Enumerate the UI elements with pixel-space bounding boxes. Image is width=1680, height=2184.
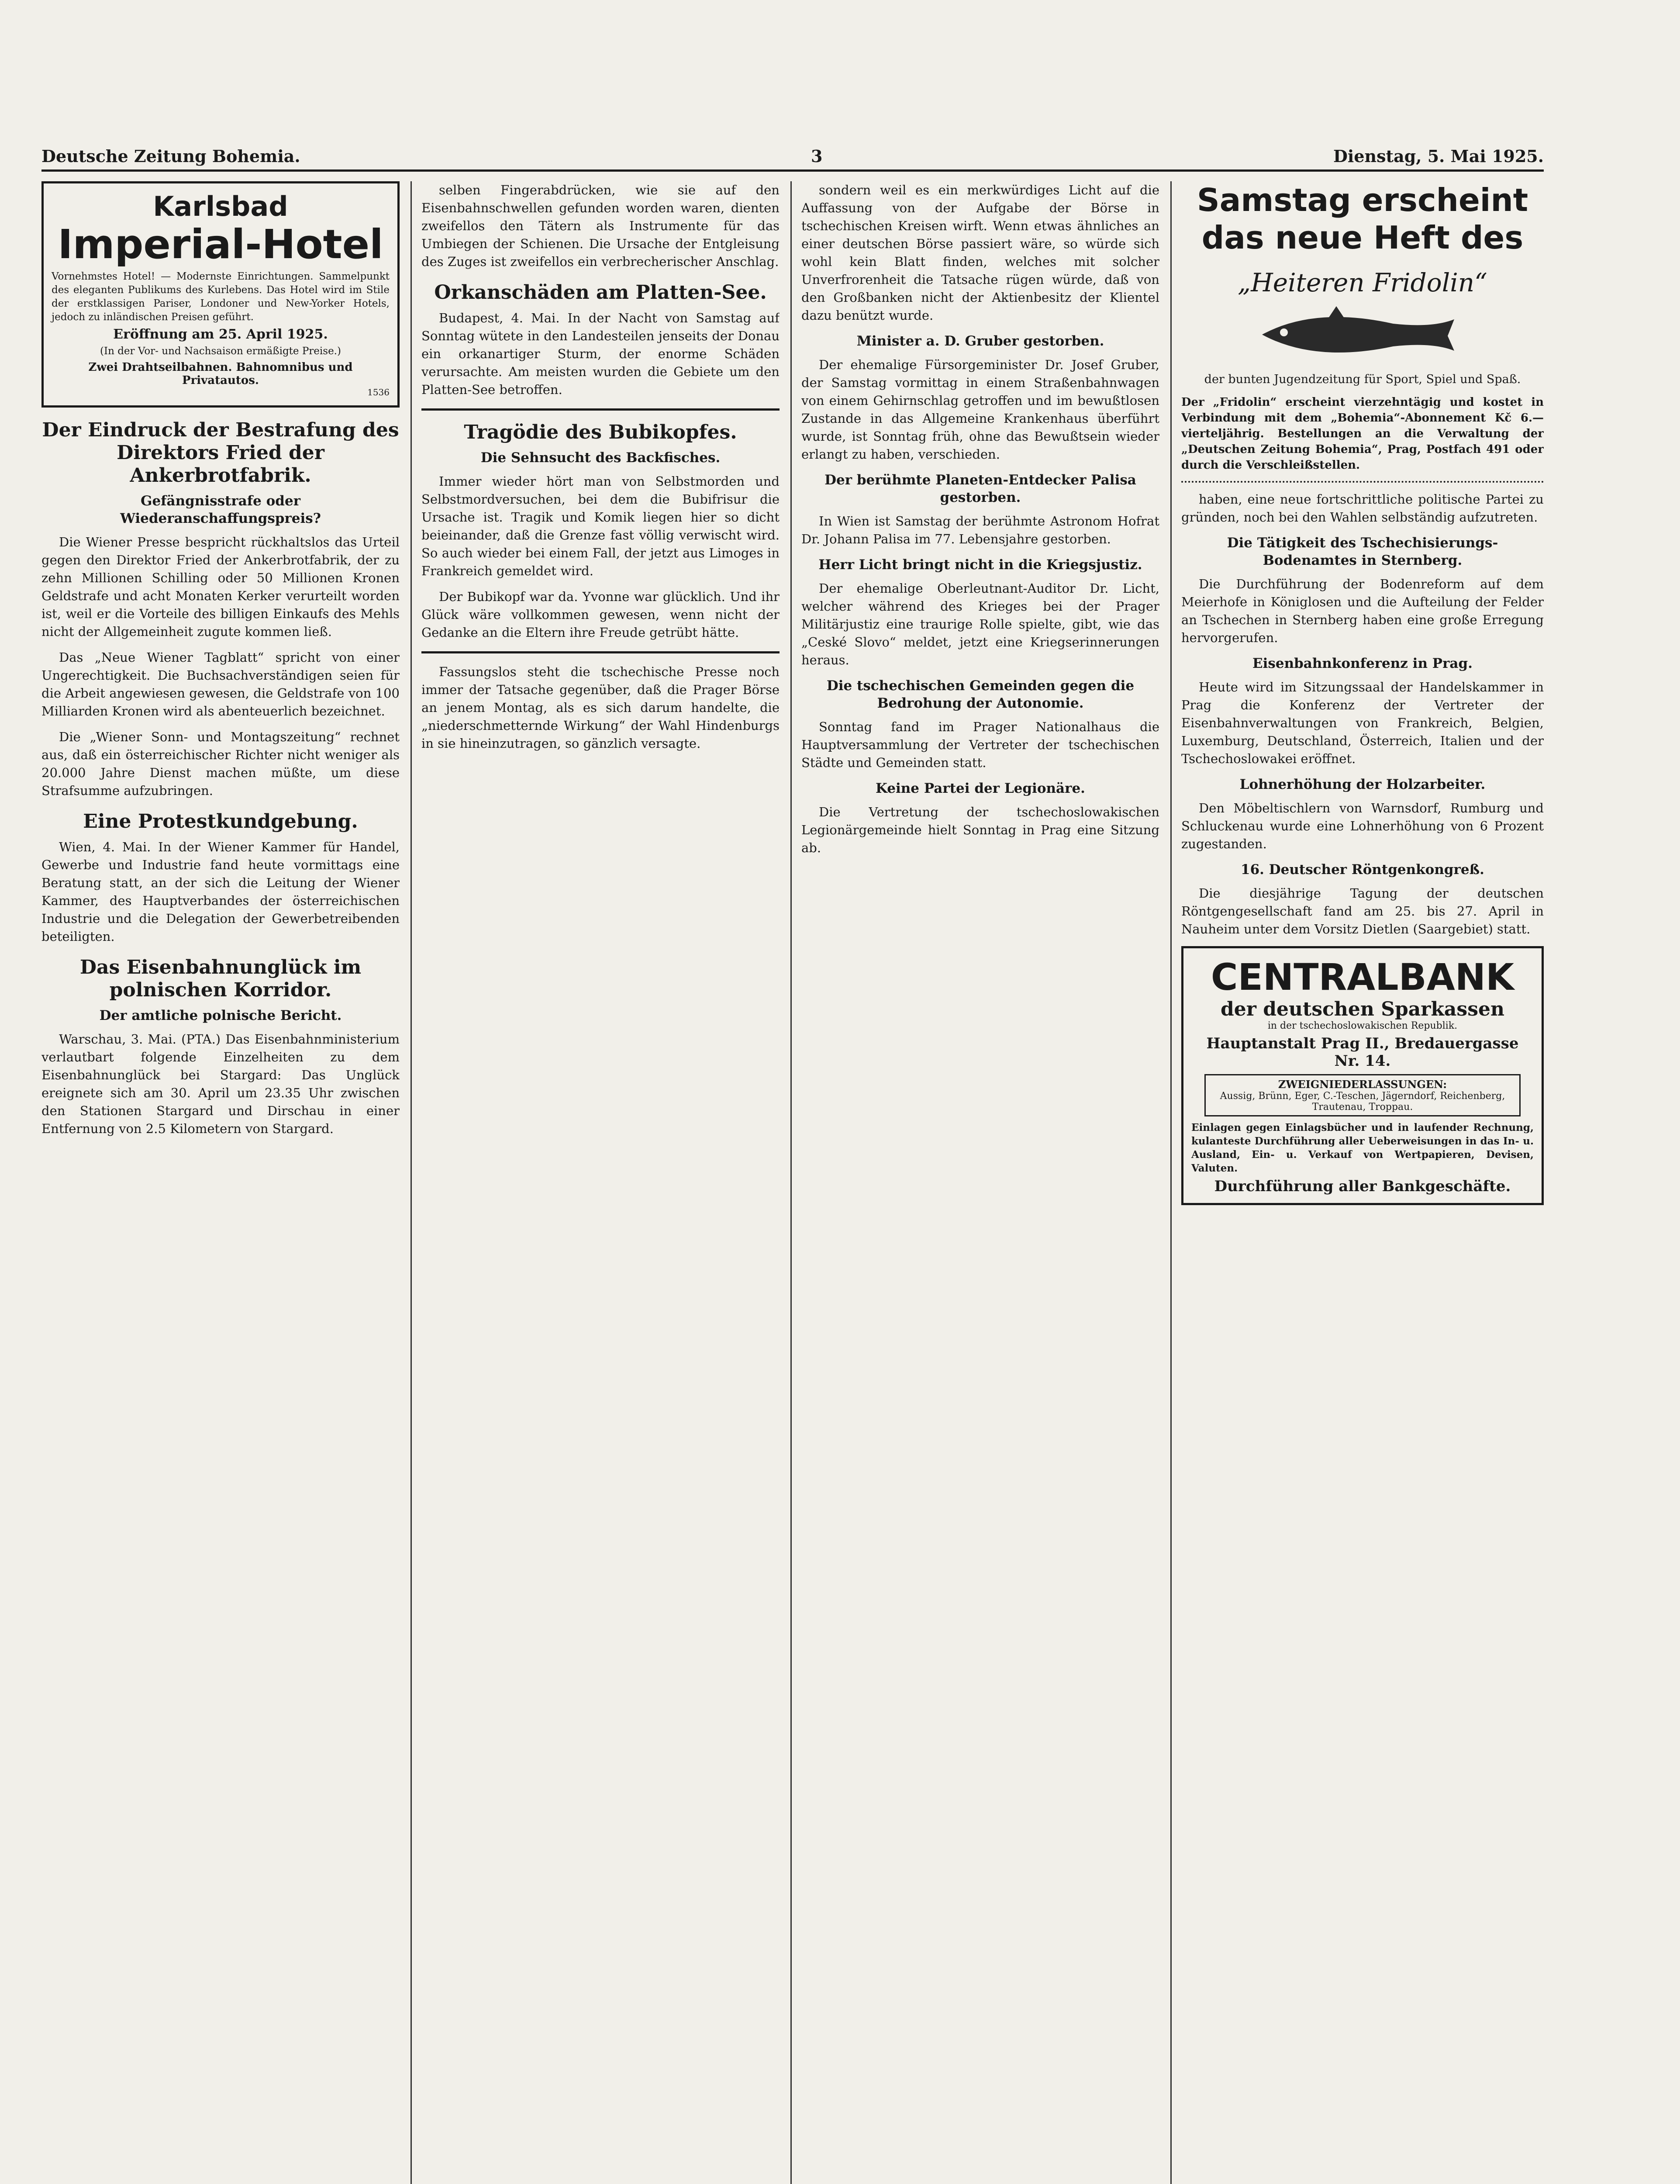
masthead-date: Dienstag, 5. Mai 1925. xyxy=(1333,146,1544,166)
ad-bank-name: CENTRALBANK xyxy=(1211,956,1514,999)
article-paragraph: Die Wiener Presse bespricht rückhaltslos das Urteil gegen den Direktor Fried der Ankerbrotfabrik, der zu zehn Millionen Schilling oder 50 Millionen Kronen Geldstrafe und acht Monaten Kerker verurteilt worden ist, weil er die Vorteile des billigen Einkaufs des Mehls nicht der Allgemeinheit zugute kommen ließ. xyxy=(41,535,400,639)
page-masthead xyxy=(41,140,1544,172)
article-subheadline: Der amtliche polnische Bericht. xyxy=(99,1008,342,1023)
article-paragraph: Das „Neue Wiener Tagblatt“ spricht von einer Ungerechtigkeit. Die Buchsachverständigen seien für die Arbeit angewiesen gewesen, die Geldstrafe von 100 Milliarden Kronen wird als abenteuerlich bezeichnet. xyxy=(41,650,400,719)
article-paragraph: Der Bubikopf war da. Yvonne war glücklich. Und ihr Glück wäre vollkommen gewesen, wenn nicht der Gedanke an die Eltern ihre Freude getrübt hätte. xyxy=(421,589,780,640)
article-paragraph: Die diesjährige Tagung der deutschen Röntgengesellschaft fand am 25. bis 27. April in Nauheim unter dem Vorsitz Dietlen (Saargebiet) statt. xyxy=(1181,886,1544,936)
column-divider xyxy=(1170,181,1172,2184)
article-paragraph: Der ehemalige Oberleutnant-Auditor Dr. Licht, welcher während des Krieges bei der Prager Militärjustiz eine traurige Rolle spielte, gibt, wie das „Ceské Slovo“ meldet, jetzt eine Kriegserinnerungen heraus. xyxy=(801,581,1159,667)
masthead-title: Deutsche Zeitung Bohemia. xyxy=(41,146,300,166)
column-2 xyxy=(421,181,780,760)
article-paragraph: Die „Wiener Sonn- und Montagszeitung“ rechnet aus, daß ein österreichischer Richter nicht weniger als 20.000 Jahre Dienst machen müßte, um diese Strafsumme aufzubringen. xyxy=(41,729,400,798)
column-3 xyxy=(801,181,1159,865)
newspaper-page xyxy=(41,140,1544,2184)
ad-fridolin-text: Der „Fridolin“ erscheint vierzehntägig und kostet in Verbindung mit dem „Bohemia“-Abonnement Kč 6.— vierteljährig. Bestellungen an die Verwaltung der „Deutschen Zeitung Bohemia“, Prag, Postfach 491 oder durch die Verschleißstellen. xyxy=(1181,396,1544,472)
article-paragraph: Die Durchführung der Bodenreform auf dem Meierhofe in Königlosen und die Aufteilung der Felder an Tschechen in Sternberg haben eine große Erregung hervorgerufen. xyxy=(1181,577,1544,645)
article-paragraph: In Wien ist Samstag der berühmte Astronom Hofrat Dr. Johann Palisa im 77. Lebensjahre gestorben. xyxy=(801,514,1159,546)
fish-icon xyxy=(1249,302,1476,367)
section-divider xyxy=(421,651,780,653)
article-headline: Minister a. D. Gruber gestorben. xyxy=(856,333,1104,349)
article-headline: Das Eisenbahnunglück im polnischen Korridor. xyxy=(79,956,362,1001)
article-subheadline: Gefängnisstrafe oder Wiederanschaffungspreis? xyxy=(120,493,321,526)
article-headline: Die tschechischen Gemeinden gegen die Bedrohung der Autonomie. xyxy=(826,678,1135,711)
ad-fridolin-sub: der bunten Jugendzeitung für Sport, Spiel und Spaß. xyxy=(1204,373,1521,386)
fridolin-advertisement xyxy=(1181,181,1544,473)
ad-bank-branches: Aussig, Brünn, Eger, C.-Teschen, Jägerndorf, Reichenberg, Trautenau, Troppau. xyxy=(1220,1091,1505,1113)
ad-bank-branches-title: ZWEIGNIEDERLASSUNGEN: xyxy=(1278,1078,1447,1091)
ad-hotel-text: Vornehmstes Hotel! — Modernste Einrichtungen. Sammelpunkt des eleganten Publikums des Kurlebens. Das Hotel wird im Stile der erstklassigen Pariser, Londoner und New-Yorker Hotels, jedoch zu inländischen Preisen geführt. xyxy=(52,271,390,323)
article-headline: Der berühmte Planeten-Entdecker Palisa gestorben. xyxy=(824,472,1136,505)
article-paragraph: Den Möbeltischlern von Warnsdorf, Rumburg und Schluckenau wurde eine Lohnerhöhung von 6 Prozent zugestanden. xyxy=(1181,801,1544,851)
ad-hotel-code: 1536 xyxy=(367,387,390,397)
ad-bank-address: Hauptanstalt Prag II., Bredauergasse Nr. 14. xyxy=(1206,1035,1519,1070)
article-headline: Der Eindruck der Bestrafung des Direktors Fried der Ankerbrotfabrik. xyxy=(42,419,399,487)
hotel-advertisement xyxy=(41,181,400,408)
page-number: 3 xyxy=(811,146,823,166)
article-headline: Eisenbahnkonferenz in Prag. xyxy=(1252,656,1473,671)
article-paragraph: haben, eine neue fortschrittliche politische Partei zu gründen, noch bei den Wahlen selbständig aufzutreten. xyxy=(1181,492,1544,525)
article-paragraph: Heute wird im Sitzungssaal der Handelskammer in Prag die Konferenz der Vertreter der Eisenbahnverwaltungen von Frankreich, Belgien, Luxemburg, Deutschland, Österreich, Italien und der Tschechoslowakei eröffnet. xyxy=(1181,680,1544,766)
article-paragraph: Der ehemalige Fürsorgeminister Dr. Josef Gruber, der Samstag vormittag in einem Straßenbahnwagen von einem Gehirnschlag getroffen und im bewußtlosen Zustande in das Allgemeine Krankenhaus überführt wurde, ist Sonntag früh, ohne das Bewußtsein wieder erlangt zu haben, verschieden. xyxy=(801,357,1159,462)
ad-hotel-city: Karlsbad xyxy=(153,190,288,222)
column-divider xyxy=(790,181,792,2184)
article-headline: Eine Protestkundgebung. xyxy=(83,810,358,833)
ad-fridolin-logo: „Heiteren Fridolin“ xyxy=(1238,268,1487,297)
article-paragraph: selben Fingerabdrücken, wie sie auf den Eisenbahnschwellen gefunden worden waren, dienten zweifellos den Tätern als Instrumente für das Umbiegen der Schienen. Die Ursache der Entgleisung des Zuges ist zweifellos ein verbrecherischer Anschlag. xyxy=(421,183,780,269)
column-4 xyxy=(1181,181,1544,1216)
article-headline: Orkanschäden am Platten-See. xyxy=(434,281,767,304)
ad-bank-branches-box xyxy=(1204,1074,1521,1116)
article-paragraph: Wien, 4. Mai. In der Wiener Kammer für Handel, Gewerbe und Industrie fand heute vormittags eine Beratung statt, an der sich die Leitung der Wiener Kammer, des Hauptverbandes der österreichischen Industrie und die Delegation der Gewerbetreibenden beteiligten. xyxy=(41,840,400,944)
ad-bank-footer: Durchführung aller Bankgeschäfte. xyxy=(1214,1178,1511,1195)
article-paragraph: sondern weil es ein merkwürdiges Licht auf die Auffassung von der Aufgabe der Börse in tschechischen Kreisen wirft. Wenn etwas ähnliches an einer deutschen Börse passiert wäre, so würde sich wohl kein Blatt finden, welches mit solcher Unverfrorenheit die Tatsache rügen würde, daß von den Großbanken nicht der Aktienbesitz der Klientel dazu benützt wurde. xyxy=(801,183,1159,323)
article-paragraph: Die Vertretung der tschechoslowakischen Legionärgemeinde hielt Sonntag in Prag eine Sitzung ab. xyxy=(801,805,1159,855)
article-headline: Die Tätigkeit des Tschechisierungs-Bodenamtes in Sternberg. xyxy=(1227,535,1498,568)
column-divider xyxy=(411,181,412,2184)
article-paragraph: Budapest, 4. Mai. In der Nacht von Samstag auf Sonntag wütete in den Landesteilen jenseits der Donau ein orkanartiger Sturm, der enorme Schäden verursachte. Am meisten wurden die Gebiete um den Platten-See betroffen. xyxy=(421,311,780,397)
article-headline: 16. Deutscher Röntgenkongreß. xyxy=(1241,862,1484,878)
ad-bank-text: Einlagen gegen Einlagsbücher und in laufender Rechnung, kulanteste Durchführung aller Ueberweisungen in das In- u. Ausland, Ein- u. Verkauf von Wertpapieren, Devisen, Valuten. xyxy=(1191,1122,1534,1174)
article-headline: Herr Licht bringt nicht in die Kriegsjustiz. xyxy=(818,557,1142,573)
article-headline: Tragödie des Bubikopfes. xyxy=(464,421,737,443)
article-paragraph: Immer wieder hört man von Selbstmorden und Selbstmordversuchen, bei dem die Bubifrisur die Ursache ist. Tragik und Komik liegen hier so dicht beieinander, daß die Grenze fast völlig verwischt wird. So auch wieder bei einem Fall, der jetzt aus Limoges in Frankreich gemeldet wird. xyxy=(421,474,780,578)
article-subheadline: Die Sehnsucht des Backfisches. xyxy=(480,450,721,466)
ad-bank-sub: der deutschen Sparkassen xyxy=(1221,998,1504,1020)
ad-hotel-name: Imperial-Hotel xyxy=(58,221,383,268)
article-paragraph: Fassungslos steht die tschechische Presse noch immer der Tatsache gegenüber, daß die Prager Börse an jenem Montag, als es sich darum handelte, die „niederschmetternde Wirkung“ der Wahl Hindenburgs in sie hineinzutragen, so gänzlich versagte. xyxy=(421,664,780,751)
article-headline: Lohnerhöhung der Holzarbeiter. xyxy=(1239,777,1486,792)
ad-bank-country: in der tschechoslowakischen Republik. xyxy=(1267,1020,1458,1031)
section-divider xyxy=(421,408,780,411)
article-headline: Keine Partei der Legionäre. xyxy=(876,781,1085,796)
section-divider xyxy=(1181,481,1544,483)
column-1 xyxy=(41,181,400,1146)
article-paragraph: Warschau, 3. Mai. (PTA.) Das Eisenbahnministerium verlautbart folgende Einzelheiten zu dem Eisenbahnunglück bei Stargard: Das Unglück ereignete sich am 30. April um 23.35 Uhr zwischen den Stationen Stargard und Dirschau in einer Entfernung von 2.5 Kilometern von Stargard. xyxy=(41,1032,400,1136)
ad-hotel-opening: Eröffnung am 25. April 1925. xyxy=(113,327,328,342)
ad-hotel-trains: Zwei Drahtseilbahnen. Bahnomnibus und Privatautos. xyxy=(88,361,353,387)
bank-advertisement xyxy=(1181,946,1544,1205)
ad-fridolin-line2: das neue Heft des xyxy=(1201,219,1524,256)
ad-hotel-note: (In der Vor- und Nachsaison ermäßigte Preise.) xyxy=(100,346,341,357)
article-paragraph: Sonntag fand im Prager Nationalhaus die Hauptversammlung der Vertreter der tschechischen Städte und Gemeinden statt. xyxy=(801,719,1159,770)
ad-fridolin-line1: Samstag erscheint xyxy=(1197,182,1528,218)
